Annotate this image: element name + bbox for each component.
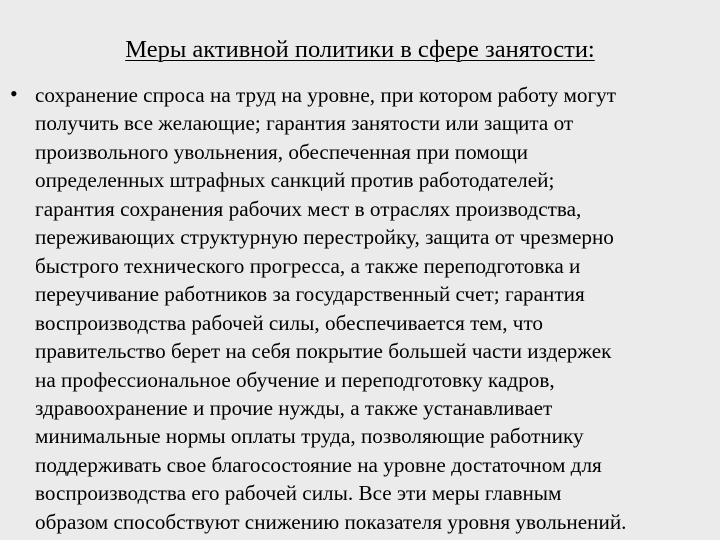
paragraph-line: произвольного увольнения, обеспеченная при помощи	[35, 139, 528, 164]
paragraph-line: здравоохранение и прочие нужды, а также устанавливает	[35, 395, 553, 420]
paragraph-line: воспроизводства рабочей силы, обеспечивается тем, что	[35, 310, 544, 335]
paragraph-line: определенных штрафных санкций против работодателей;	[35, 168, 555, 193]
paragraph-line: на профессиональное обучение и переподготовку кадров,	[35, 367, 555, 392]
paragraph-line: сохранение спроса на труд на уровне, при котором работу могут	[35, 83, 617, 107]
paragraph-line: получить все желающие; гарантия занятости или защита от	[35, 111, 574, 136]
paragraph-line: гарантия сохранения рабочих мест в отраслях производства,	[35, 196, 582, 221]
paragraph-line: правительство берет на себя покрытие большей части издержек	[35, 339, 612, 364]
paragraph-line: переживающих структурную перестройку, защита от чрезмерно	[35, 225, 614, 250]
paragraph-line: быстрого технического прогресса, а также переподготовка и	[35, 253, 581, 278]
slide-title	[0, 36, 720, 64]
paragraph-line: переучивание работников за государственный счет; гарантия	[35, 282, 585, 307]
bullet-icon: •	[10, 81, 18, 106]
slide-title-text: Меры активной политики в сфере занятости:	[125, 36, 595, 63]
paragraph-line: поддерживать свое благосостояние на уровне достаточном для	[35, 452, 602, 477]
paragraph-line: образом способствуют снижению показателя уровня увольнений.	[35, 509, 627, 534]
paragraph-line: минимальные нормы оплаты труда, позволяющие работнику	[35, 424, 584, 449]
bullet-paragraph	[35, 81, 710, 536]
paragraph-line: воспроизводства его рабочей силы. Все эти меры главным	[35, 481, 562, 506]
